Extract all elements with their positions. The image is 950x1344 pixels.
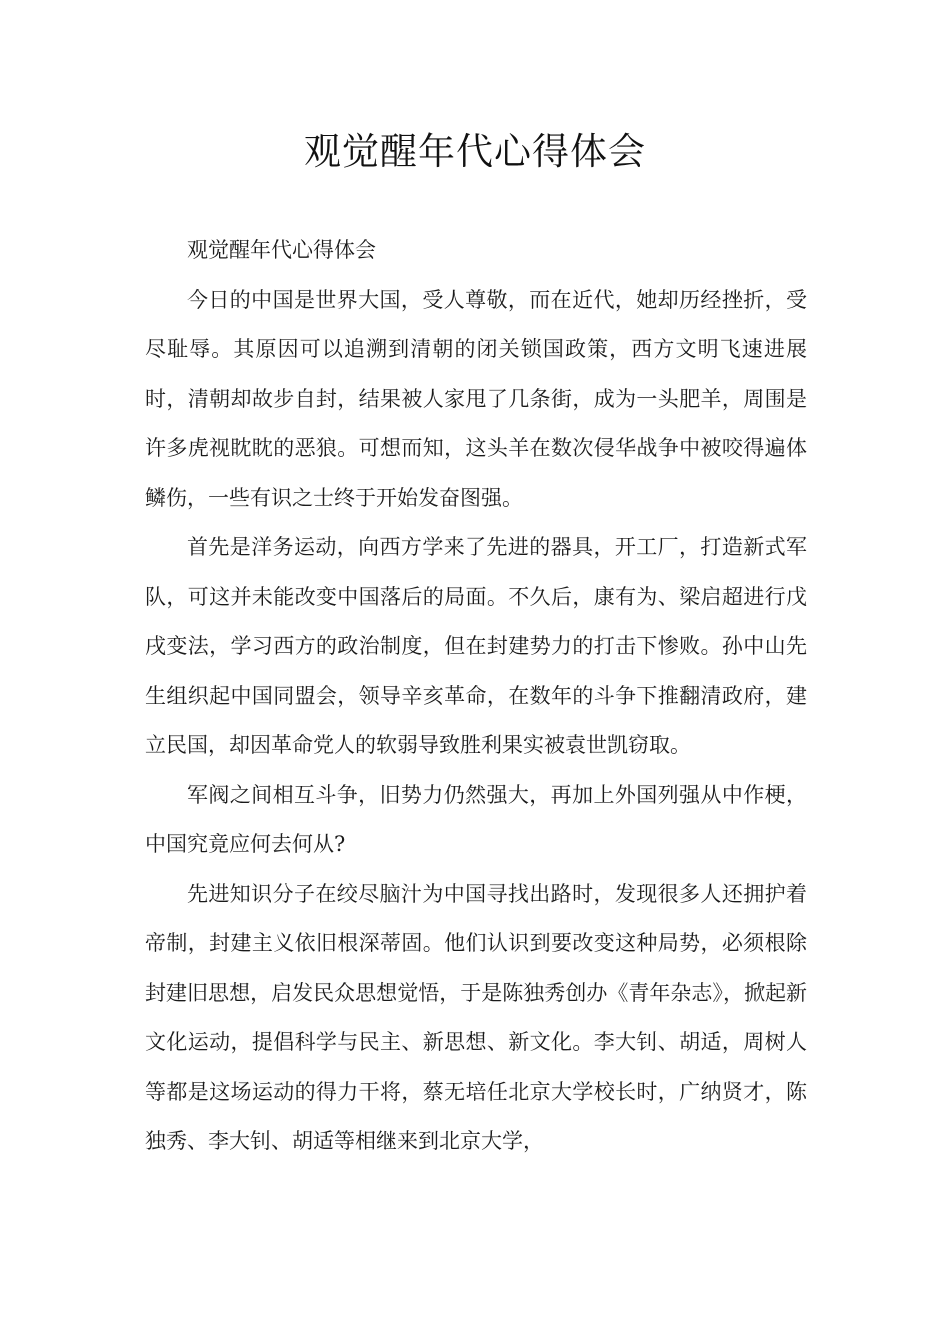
paragraph: 首先是洋务运动，向西方学来了先进的器具，开工厂，打造新式军队，可这并未能改变中国落后的局面。不久后，康有为、梁启超进行戊戌变法，学习西方的政治制度，但在封建势力的打击下惨败。孙中山先生组织起中国同盟会，领导辛亥革命，在数年的斗争下推翻清政府，建立民国，却因革命党人的软弱导致胜利果实被袁世凯窃取。 — [145, 535, 807, 757]
paragraph: 军阀之间相互斗争，旧势力仍然强大，再加上外国列强从中作梗，中国究竟应何去何从? — [145, 782, 807, 856]
paragraph: 今日的中国是世界大国，受人尊敬，而在近代，她却历经挫折，受尽耻辱。其原因可以追溯到清朝的闭关锁国政策，西方文明飞速进展时，清朝却故步自封，结果被人家甩了几条街，成为一头肥羊，周围是许多虎视眈眈的恶狼。可想而知，这头羊在数次侵华战争中被咬得遍体鳞伤，一些有识之士终于开始发奋图强。 — [145, 287, 807, 510]
paragraph: 先进知识分子在绞尽脑汁为中国寻找出路时，发现很多人还拥护着帝制，封建主义依旧根深蒂固。他们认识到要改变这种局势，必须根除封建旧思想，启发民众思想觉悟，于是陈独秀创办《青年杂志》，掀起新文化运动，提倡科学与民主、新思想、新文化。李大钊、胡适，周树人等都是这场运动的得力干将，蔡无培任北京大学校长时，广纳贤才，陈独秀、李大钊、胡适等相继来到北京大学， — [145, 881, 807, 1153]
document-body — [145, 226, 807, 1167]
document-title: 观觉醒年代心得体会 — [304, 130, 646, 173]
paragraph-subtitle: 观觉醒年代心得体会 — [187, 238, 376, 262]
